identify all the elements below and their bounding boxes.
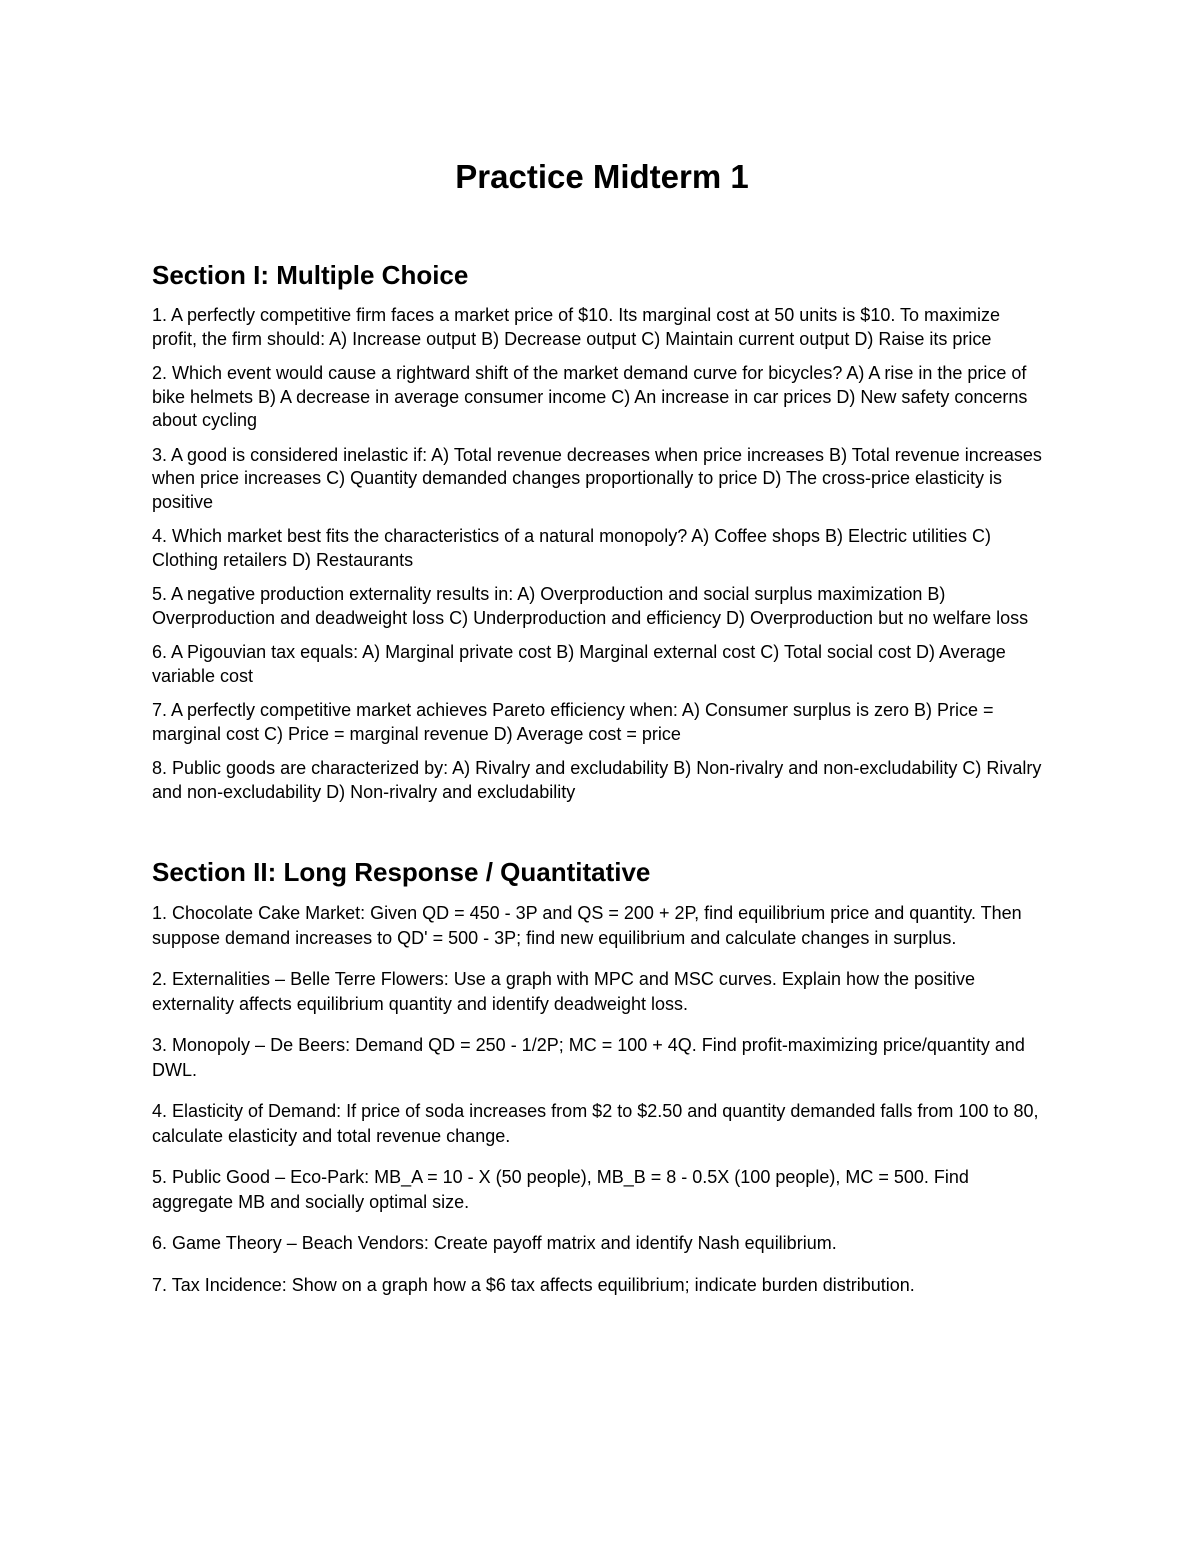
mc-question-3: 3. A good is considered inelastic if: A) Total revenue decreases when price increases B) Total revenue increases when price increases C) Quantity demanded changes proportionally to price D) The cross-price elasticity is positive — [152, 444, 1042, 512]
mc-question-2: 2. Which event would cause a rightward shift of the market demand curve for bicycles? A) A rise in the price of bike helmets B) A decrease in average consumer income C) An increase in car prices D) New safety concerns about cycling — [152, 363, 1028, 430]
lr-question-1: 1. Chocolate Cake Market: Given QD = 450 - 3P and QS = 200 + 2P, find equilibrium price and quantity. Then suppose demand increases to QD' = 500 - 3P; find new equilibrium and calculate changes in surplus. — [152, 903, 1022, 948]
long-response-list — [152, 901, 1052, 1297]
section-heading-long-response: Section II: Long Response / Quantitative — [152, 857, 651, 887]
lr-question-2: 2. Externalities – Belle Terre Flowers: Use a graph with MPC and MSC curves. Explain how the positive externality affects equilibrium quantity and identify deadweight loss. — [152, 969, 976, 1014]
mc-question-1: 1. A perfectly competitive firm faces a market price of $10. Its marginal cost at 50 units is $10. To maximize profit, the firm should: A) Increase output B) Decrease output C) Maintain current output D) Raise its price — [152, 305, 1001, 349]
document-page — [152, 150, 1052, 1314]
multiple-choice-list — [152, 304, 1052, 804]
document-title: Practice Midterm 1 — [455, 158, 749, 195]
mc-question-5: 5. A negative production externality results in: A) Overproduction and social surplus maximization B) Overproduction and deadweight loss C) Underproduction and efficiency D) Overproduction but no welfare loss — [152, 584, 1029, 628]
lr-question-5: 5. Public Good – Eco-Park: MB_A = 10 - X (50 people), MB_B = 8 - 0.5X (100 people), MC = 500. Find aggregate MB and socially optimal size. — [152, 1167, 969, 1212]
lr-question-4: 4. Elasticity of Demand: If price of soda increases from $2 to $2.50 and quantity demanded falls from 100 to 80, calculate elasticity and total revenue change. — [152, 1101, 1039, 1146]
lr-question-7: 7. Tax Incidence: Show on a graph how a $6 tax affects equilibrium; indicate burden distribution. — [152, 1274, 915, 1295]
mc-question-7: 7. A perfectly competitive market achieves Pareto efficiency when: A) Consumer surplus is zero B) Price = marginal cost C) Price = marginal revenue D) Average cost = price — [152, 700, 994, 744]
lr-question-6: 6. Game Theory – Beach Vendors: Create payoff matrix and identify Nash equilibrium. — [152, 1233, 837, 1253]
mc-question-4: 4. Which market best fits the characteristics of a natural monopoly? A) Coffee shops B) Electric utilities C) Clothing retailers D) Restaurants — [152, 526, 992, 570]
lr-question-3: 3. Monopoly – De Beers: Demand QD = 250 - 1/2P; MC = 100 + 4Q. Find profit-maximizing price/quantity and DWL. — [152, 1035, 1025, 1080]
section-heading-multiple-choice: Section I: Multiple Choice — [152, 260, 469, 290]
mc-question-6: 6. A Pigouvian tax equals: A) Marginal private cost B) Marginal external cost C) Total social cost D) Average variable cost — [152, 642, 1006, 686]
mc-question-8: 8. Public goods are characterized by: A) Rivalry and excludability B) Non-rivalry and non-excludability C) Rivalry and non-excludability D) Non-rivalry and excludability — [152, 758, 1042, 802]
